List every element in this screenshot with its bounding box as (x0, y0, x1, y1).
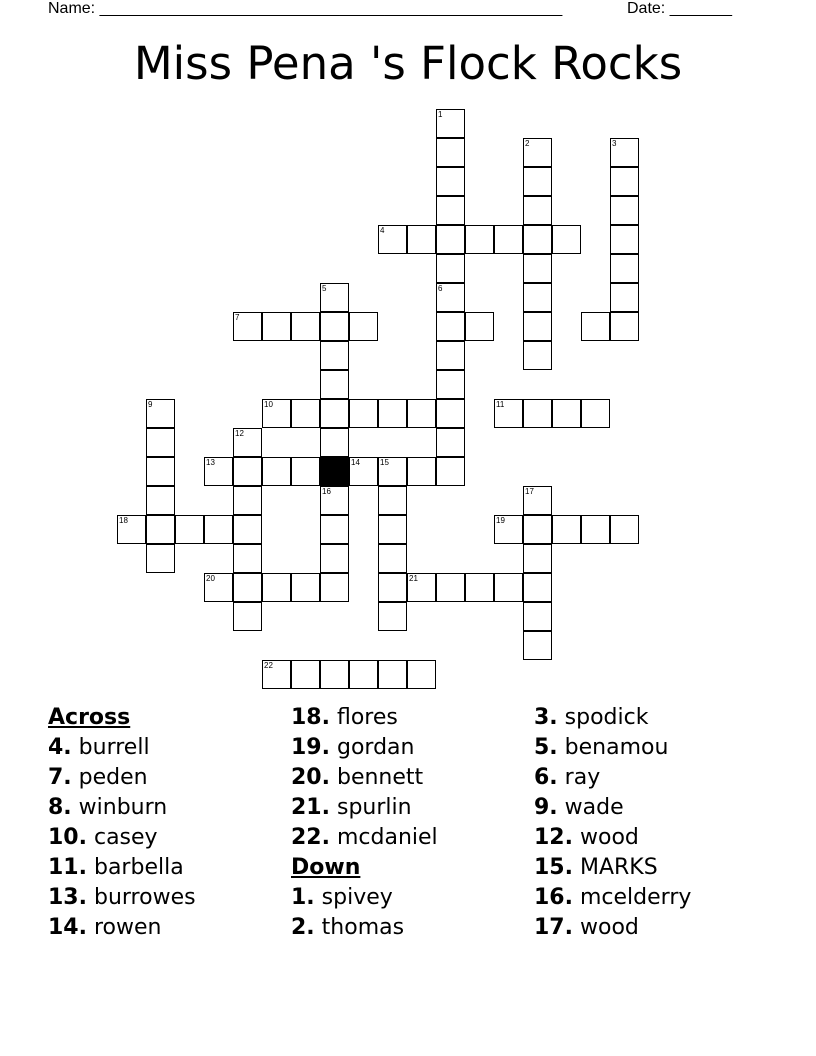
grid-cell[interactable] (523, 312, 552, 341)
grid-cell-21[interactable] (407, 573, 436, 602)
clue-across-18 (291, 703, 438, 733)
clue-across-20 (291, 763, 438, 793)
grid-cell[interactable] (523, 254, 552, 283)
grid-cell[interactable] (523, 544, 552, 573)
grid-cell[interactable] (233, 602, 262, 631)
clue-number: 10. (48, 825, 87, 850)
grid-cell[interactable] (610, 225, 639, 254)
grid-cell[interactable] (378, 602, 407, 631)
grid-cell[interactable] (465, 312, 494, 341)
grid-cell[interactable] (552, 225, 581, 254)
grid-cell[interactable] (436, 399, 465, 428)
grid-cell-15[interactable] (378, 457, 407, 486)
clue-down-1 (291, 883, 438, 913)
clue-across-14 (48, 913, 196, 943)
grid-cell[interactable] (146, 544, 175, 573)
clue-answer: spurlin (336, 795, 412, 820)
grid-cell[interactable] (523, 399, 552, 428)
clue-across-22 (291, 823, 438, 853)
grid-cell[interactable] (204, 515, 233, 544)
clue-number: 1. (291, 885, 315, 910)
clue-number: 16. (534, 885, 573, 910)
grid-cell[interactable] (610, 515, 639, 544)
cell-number: 4 (380, 226, 385, 235)
grid-cell[interactable] (436, 196, 465, 225)
grid-cell[interactable] (610, 196, 639, 225)
cell-number: 18 (119, 516, 128, 525)
grid-cell-19[interactable] (494, 515, 523, 544)
clue-down-12 (534, 823, 691, 853)
grid-cell[interactable] (552, 515, 581, 544)
grid-cell[interactable] (320, 312, 349, 341)
cell-number: 20 (206, 574, 215, 583)
clue-answer: flores (336, 705, 398, 730)
clue-answer: ray (564, 765, 601, 790)
name-field-line[interactable]: Name: ____________________________________________________ (48, 0, 563, 17)
grid-cell[interactable] (436, 428, 465, 457)
clue-down-2 (291, 913, 438, 943)
grid-cell[interactable] (436, 341, 465, 370)
clue-number: 17. (534, 915, 573, 940)
grid-cell[interactable] (581, 399, 610, 428)
grid-cell-20[interactable] (204, 573, 233, 602)
grid-cell[interactable] (349, 660, 378, 689)
blocked-cell (320, 457, 349, 486)
grid-cell[interactable] (262, 312, 291, 341)
clue-number: 4. (48, 735, 72, 760)
down-heading: Down (291, 855, 361, 880)
cell-number: 10 (264, 400, 273, 409)
date-field-line[interactable]: Date: _______ (627, 0, 732, 17)
grid-cell[interactable] (465, 573, 494, 602)
clue-number: 14. (48, 915, 87, 940)
clue-number: 21. (291, 795, 330, 820)
cell-number: 5 (322, 284, 327, 293)
clue-across-11 (48, 853, 196, 883)
clue-answer: bennett (336, 765, 424, 790)
clue-across-8 (48, 793, 196, 823)
grid-cell[interactable] (494, 225, 523, 254)
grid-cell[interactable] (407, 660, 436, 689)
clues-column-2 (291, 703, 438, 943)
clue-number: 6. (534, 765, 558, 790)
grid-cell[interactable] (378, 515, 407, 544)
grid-cell[interactable] (523, 167, 552, 196)
clue-across-7 (48, 763, 196, 793)
grid-cell[interactable] (523, 283, 552, 312)
grid-cell[interactable] (320, 573, 349, 602)
across-heading: Across (48, 705, 131, 730)
grid-cell[interactable] (320, 544, 349, 573)
grid-cell[interactable] (523, 196, 552, 225)
grid-cell[interactable] (407, 399, 436, 428)
grid-cell-7[interactable] (233, 312, 262, 341)
clue-answer: spodick (564, 705, 649, 730)
clue-answer: burrell (78, 735, 150, 760)
grid-cell[interactable] (610, 312, 639, 341)
clue-number: 11. (48, 855, 87, 880)
grid-cell[interactable] (436, 312, 465, 341)
cell-number: 2 (525, 139, 530, 148)
grid-cell-22[interactable] (262, 660, 291, 689)
clue-answer: mcdaniel (336, 825, 438, 850)
grid-cell[interactable] (378, 544, 407, 573)
grid-cell[interactable] (552, 399, 581, 428)
grid-cell[interactable] (523, 225, 552, 254)
grid-cell[interactable] (146, 515, 175, 544)
clue-answer: mcelderry (579, 885, 692, 910)
clue-number: 13. (48, 885, 87, 910)
cell-number: 15 (380, 458, 389, 467)
grid-cell[interactable] (146, 457, 175, 486)
grid-cell-4[interactable] (378, 225, 407, 254)
grid-cell-12[interactable] (233, 428, 262, 457)
clue-answer: benamou (564, 735, 669, 760)
cell-number: 3 (612, 139, 617, 148)
cell-number: 19 (496, 516, 505, 525)
cell-number: 17 (525, 487, 534, 496)
clue-answer: burrowes (93, 885, 196, 910)
grid-cell[interactable] (291, 660, 320, 689)
cell-number: 16 (322, 487, 331, 496)
grid-cell[interactable] (378, 660, 407, 689)
grid-cell[interactable] (378, 486, 407, 515)
grid-cell-1[interactable] (436, 109, 465, 138)
grid-cell[interactable] (610, 167, 639, 196)
grid-cell-6[interactable] (436, 283, 465, 312)
grid-cell-11[interactable] (494, 399, 523, 428)
clue-number: 22. (291, 825, 330, 850)
clue-answer: spivey (321, 885, 393, 910)
grid-cell-16[interactable] (320, 486, 349, 515)
clue-number: 7. (48, 765, 72, 790)
clue-down-6 (534, 763, 691, 793)
grid-cell[interactable] (175, 515, 204, 544)
clue-number: 19. (291, 735, 330, 760)
cell-number: 14 (351, 458, 360, 467)
clue-number: 5. (534, 735, 558, 760)
cell-number: 22 (264, 661, 273, 670)
grid-cell[interactable] (291, 573, 320, 602)
clue-down-17 (534, 913, 691, 943)
clue-answer: wade (564, 795, 624, 820)
grid-cell[interactable] (320, 370, 349, 399)
grid-cell[interactable] (320, 399, 349, 428)
clues-column-1 (48, 703, 196, 943)
clue-down-5 (534, 733, 691, 763)
clue-across-10 (48, 823, 196, 853)
puzzle-title: Miss Pena 's Flock Rocks (133, 37, 683, 90)
grid-cell[interactable] (146, 486, 175, 515)
cell-number: 7 (235, 313, 240, 322)
grid-cell[interactable] (523, 602, 552, 631)
cell-number: 13 (206, 458, 215, 467)
clue-answer: rowen (93, 915, 162, 940)
clue-answer: thomas (321, 915, 405, 940)
grid-cell[interactable] (581, 515, 610, 544)
grid-cell[interactable] (349, 312, 378, 341)
grid-cell-5[interactable] (320, 283, 349, 312)
grid-cell[interactable] (581, 312, 610, 341)
clue-down-16 (534, 883, 691, 913)
grid-cell[interactable] (407, 225, 436, 254)
clue-down-3 (534, 703, 691, 733)
grid-cell[interactable] (262, 573, 291, 602)
clue-answer: wood (579, 915, 639, 940)
cell-number: 12 (235, 429, 244, 438)
grid-cell-9[interactable] (146, 399, 175, 428)
grid-cell-14[interactable] (349, 457, 378, 486)
grid-cell[interactable] (465, 225, 494, 254)
grid-cell-18[interactable] (117, 515, 146, 544)
grid-cell[interactable] (233, 573, 262, 602)
grid-cell[interactable] (291, 457, 320, 486)
grid-cell-3[interactable] (610, 138, 639, 167)
grid-cell[interactable] (233, 486, 262, 515)
clue-answer: wood (579, 825, 639, 850)
clue-number: 15. (534, 855, 573, 880)
grid-cell[interactable] (436, 457, 465, 486)
cell-number: 6 (438, 284, 443, 293)
clue-number: 2. (291, 915, 315, 940)
grid-cell[interactable] (523, 573, 552, 602)
clue-number: 9. (534, 795, 558, 820)
grid-cell[interactable] (436, 370, 465, 399)
grid-cell[interactable] (494, 573, 523, 602)
cell-number: 1 (438, 110, 443, 119)
grid-cell[interactable] (436, 573, 465, 602)
cell-number: 21 (409, 574, 418, 583)
clue-down-15 (534, 853, 691, 883)
clue-number: 3. (534, 705, 558, 730)
grid-cell[interactable] (523, 515, 552, 544)
clue-across-19 (291, 733, 438, 763)
grid-cell[interactable] (523, 341, 552, 370)
grid-cell[interactable] (146, 428, 175, 457)
grid-cell[interactable] (436, 167, 465, 196)
grid-cell-10[interactable] (262, 399, 291, 428)
grid-cell[interactable] (436, 254, 465, 283)
clue-down-9 (534, 793, 691, 823)
grid-cell[interactable] (320, 341, 349, 370)
grid-cell-17[interactable] (523, 486, 552, 515)
clue-answer: MARKS (579, 855, 658, 880)
grid-cell[interactable] (610, 254, 639, 283)
grid-cell[interactable] (349, 399, 378, 428)
grid-cell[interactable] (320, 515, 349, 544)
clue-across-13 (48, 883, 196, 913)
grid-cell[interactable] (436, 225, 465, 254)
grid-cell[interactable] (233, 515, 262, 544)
grid-cell[interactable] (320, 660, 349, 689)
clue-answer: barbella (93, 855, 184, 880)
grid-cell[interactable] (407, 457, 436, 486)
clue-number: 18. (291, 705, 330, 730)
grid-cell[interactable] (233, 457, 262, 486)
grid-cell[interactable] (233, 544, 262, 573)
grid-cell[interactable] (378, 573, 407, 602)
cell-number: 11 (496, 400, 505, 409)
clues-column-3 (534, 703, 691, 943)
clue-answer: gordan (336, 735, 415, 760)
clue-across-4 (48, 733, 196, 763)
grid-cell[interactable] (436, 138, 465, 167)
grid-cell[interactable] (610, 283, 639, 312)
clue-number: 20. (291, 765, 330, 790)
clue-answer: peden (78, 765, 148, 790)
grid-cell[interactable] (523, 631, 552, 660)
grid-cell-2[interactable] (523, 138, 552, 167)
cell-number: 9 (148, 400, 153, 409)
clue-answer: casey (93, 825, 158, 850)
grid-cell-13[interactable] (204, 457, 233, 486)
clue-across-21 (291, 793, 438, 823)
clue-number: 12. (534, 825, 573, 850)
clue-number: 8. (48, 795, 72, 820)
grid-cell[interactable] (291, 399, 320, 428)
grid-cell[interactable] (262, 457, 291, 486)
grid-cell[interactable] (378, 399, 407, 428)
grid-cell[interactable] (320, 428, 349, 457)
grid-cell[interactable] (291, 312, 320, 341)
clue-answer: winburn (78, 795, 168, 820)
